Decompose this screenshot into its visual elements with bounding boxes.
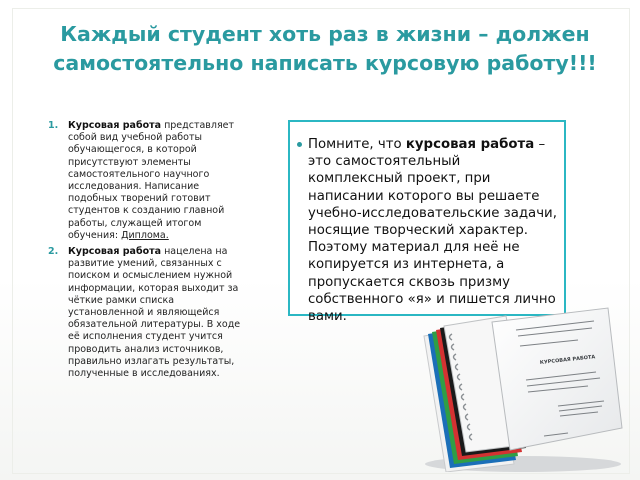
list-item — [48, 246, 244, 380]
callout-after: – это самостоятельный комплексный проект, при написании которого вы решаете учебно-исследовательские задачи, носящие творческий характер. Поэтому материал для неё не копируется из интернета, а пропускается сквозь призму собственного «я» и пишется лично вами. — [308, 137, 557, 325]
bullet-icon — [297, 142, 302, 147]
list-term: Курсовая работа — [68, 120, 162, 131]
diploma-link[interactable]: Диплома. — [121, 229, 169, 241]
list-term: Курсовая работа — [68, 246, 162, 258]
list-number: 1. — [48, 120, 59, 131]
definition-list — [48, 120, 244, 384]
callout-text — [308, 136, 558, 325]
list-number: 2. — [48, 246, 59, 258]
list-text: нацелена на развитие умений, связанных с поиском и осмыслением нужной информации, которая выходит за чёткие рамки списка установленной и являющейся обязательной литературы. В ходе её исполнения студент учится проводить анализ источников, правильно излагать результаты, полученные в исследованиях. — [68, 246, 241, 380]
callout-term: курсовая работа — [405, 137, 535, 152]
coursework-documents-image — [418, 304, 628, 472]
slide-title: Каждый студент хоть раз в жизни – должен самостоятельно написать курсовую работу!!! — [53, 22, 597, 75]
list-text: представляет собой вид учебной работы обучающегося, в которой присутствуют элементы самостоятельного научного исследования. Написание подобных творений готовит студентов к созданию главной работы, служащей итогом обучения: — [68, 120, 235, 241]
callout-before: Помните, что — [308, 137, 406, 152]
document-heading: КУРСОВАЯ РАБОТА — [539, 354, 596, 366]
front-page — [492, 308, 622, 450]
list-item — [48, 120, 244, 242]
